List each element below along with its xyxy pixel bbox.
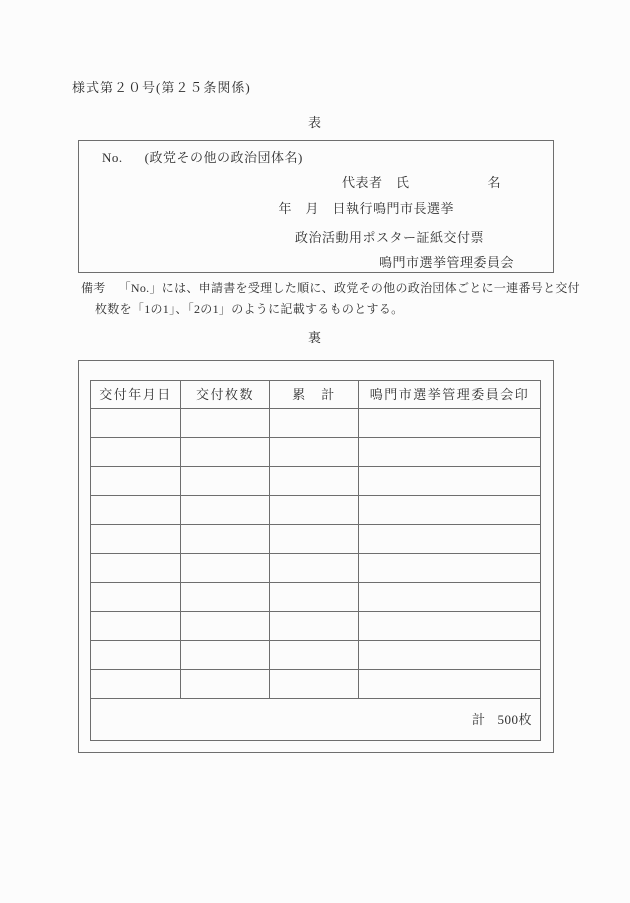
empty-record-cell: [359, 670, 541, 699]
committee-name: 鳴門市選挙管理委員会: [378, 255, 514, 270]
org-name-placeholder: (政党その他の政治団体名): [144, 150, 303, 165]
empty-record-cell: [270, 467, 359, 496]
empty-record-cell: [181, 554, 270, 583]
poster-ticket-title: 政治活動用ポスター証紙交付票: [294, 230, 484, 245]
empty-record-cell: [91, 670, 181, 699]
empty-record-cell: [359, 525, 541, 554]
empty-record-cell: [91, 438, 181, 467]
empty-record-cell: [270, 496, 359, 525]
representative-line: [342, 176, 501, 189]
remarks-line-2: 枚数を「1の1」、「2の1」のように記載するものとする。: [95, 302, 404, 316]
empty-record-cell: [359, 438, 541, 467]
front-ticket-box: [78, 140, 554, 273]
empty-record-cell: [91, 467, 181, 496]
empty-record-row: [91, 670, 541, 699]
empty-record-cell: [359, 467, 541, 496]
empty-record-cell: [91, 641, 181, 670]
empty-record-cell: [270, 554, 359, 583]
empty-record-cell: [91, 409, 181, 438]
header-committee-seal: 鳴門市選挙管理委員会印: [359, 381, 541, 409]
total-label: 計: [471, 712, 486, 727]
empty-record-row: [91, 612, 541, 641]
empty-record-cell: [270, 525, 359, 554]
empty-record-cell: [359, 554, 541, 583]
empty-record-row: [91, 583, 541, 612]
empty-record-cell: [91, 583, 181, 612]
back-section-label: 裏: [307, 330, 322, 345]
empty-record-cell: [181, 438, 270, 467]
empty-record-cell: [270, 670, 359, 699]
empty-record-cell: [359, 641, 541, 670]
empty-record-cell: [181, 612, 270, 641]
empty-record-cell: [270, 612, 359, 641]
front-section-label: 表: [307, 115, 322, 130]
empty-record-cell: [270, 583, 359, 612]
table-header-row: [91, 381, 541, 409]
total-row: [91, 699, 541, 741]
empty-record-row: [91, 467, 541, 496]
empty-record-cell: [359, 612, 541, 641]
serial-no-line: [102, 151, 303, 164]
back-record-box: [78, 360, 554, 753]
header-issue-date: 交付年月日: [91, 381, 181, 409]
empty-record-cell: [91, 554, 181, 583]
empty-record-row: [91, 438, 541, 467]
empty-record-cell: [359, 409, 541, 438]
serial-no-label: No.: [102, 150, 123, 165]
representative-label: 代表者 氏: [341, 175, 410, 190]
representative-suffix: 名: [487, 175, 501, 190]
issue-table-body: [91, 409, 541, 699]
empty-record-cell: [270, 438, 359, 467]
empty-record-row: [91, 525, 541, 554]
total-cell: [91, 699, 541, 741]
empty-record-cell: [359, 583, 541, 612]
empty-record-row: [91, 641, 541, 670]
empty-record-row: [91, 409, 541, 438]
empty-record-row: [91, 554, 541, 583]
empty-record-cell: [181, 670, 270, 699]
total-value: 500枚: [497, 712, 532, 727]
form-number-title: 様式第２０号(第２５条関係): [72, 80, 251, 95]
empty-record-cell: [270, 641, 359, 670]
header-cumulative-total: 累 計: [270, 381, 359, 409]
election-date-line: 年 月 日執行鳴門市長選挙: [278, 201, 454, 216]
empty-record-row: [91, 496, 541, 525]
empty-record-cell: [91, 496, 181, 525]
header-issue-count: 交付枚数: [181, 381, 270, 409]
empty-record-cell: [181, 467, 270, 496]
empty-record-cell: [181, 496, 270, 525]
empty-record-cell: [181, 525, 270, 554]
remarks-body-1: 「No.」には、申請書を受理した順に、政党その他の政治団体ごとに一連番号と交付: [118, 281, 580, 295]
remarks-label: 備考: [81, 281, 106, 295]
empty-record-cell: [91, 525, 181, 554]
empty-record-cell: [270, 409, 359, 438]
remarks-line-1: [81, 282, 580, 294]
empty-record-cell: [359, 496, 541, 525]
empty-record-cell: [181, 583, 270, 612]
empty-record-cell: [181, 409, 270, 438]
issue-record-table: [90, 380, 541, 741]
empty-record-cell: [91, 612, 181, 641]
empty-record-cell: [181, 641, 270, 670]
